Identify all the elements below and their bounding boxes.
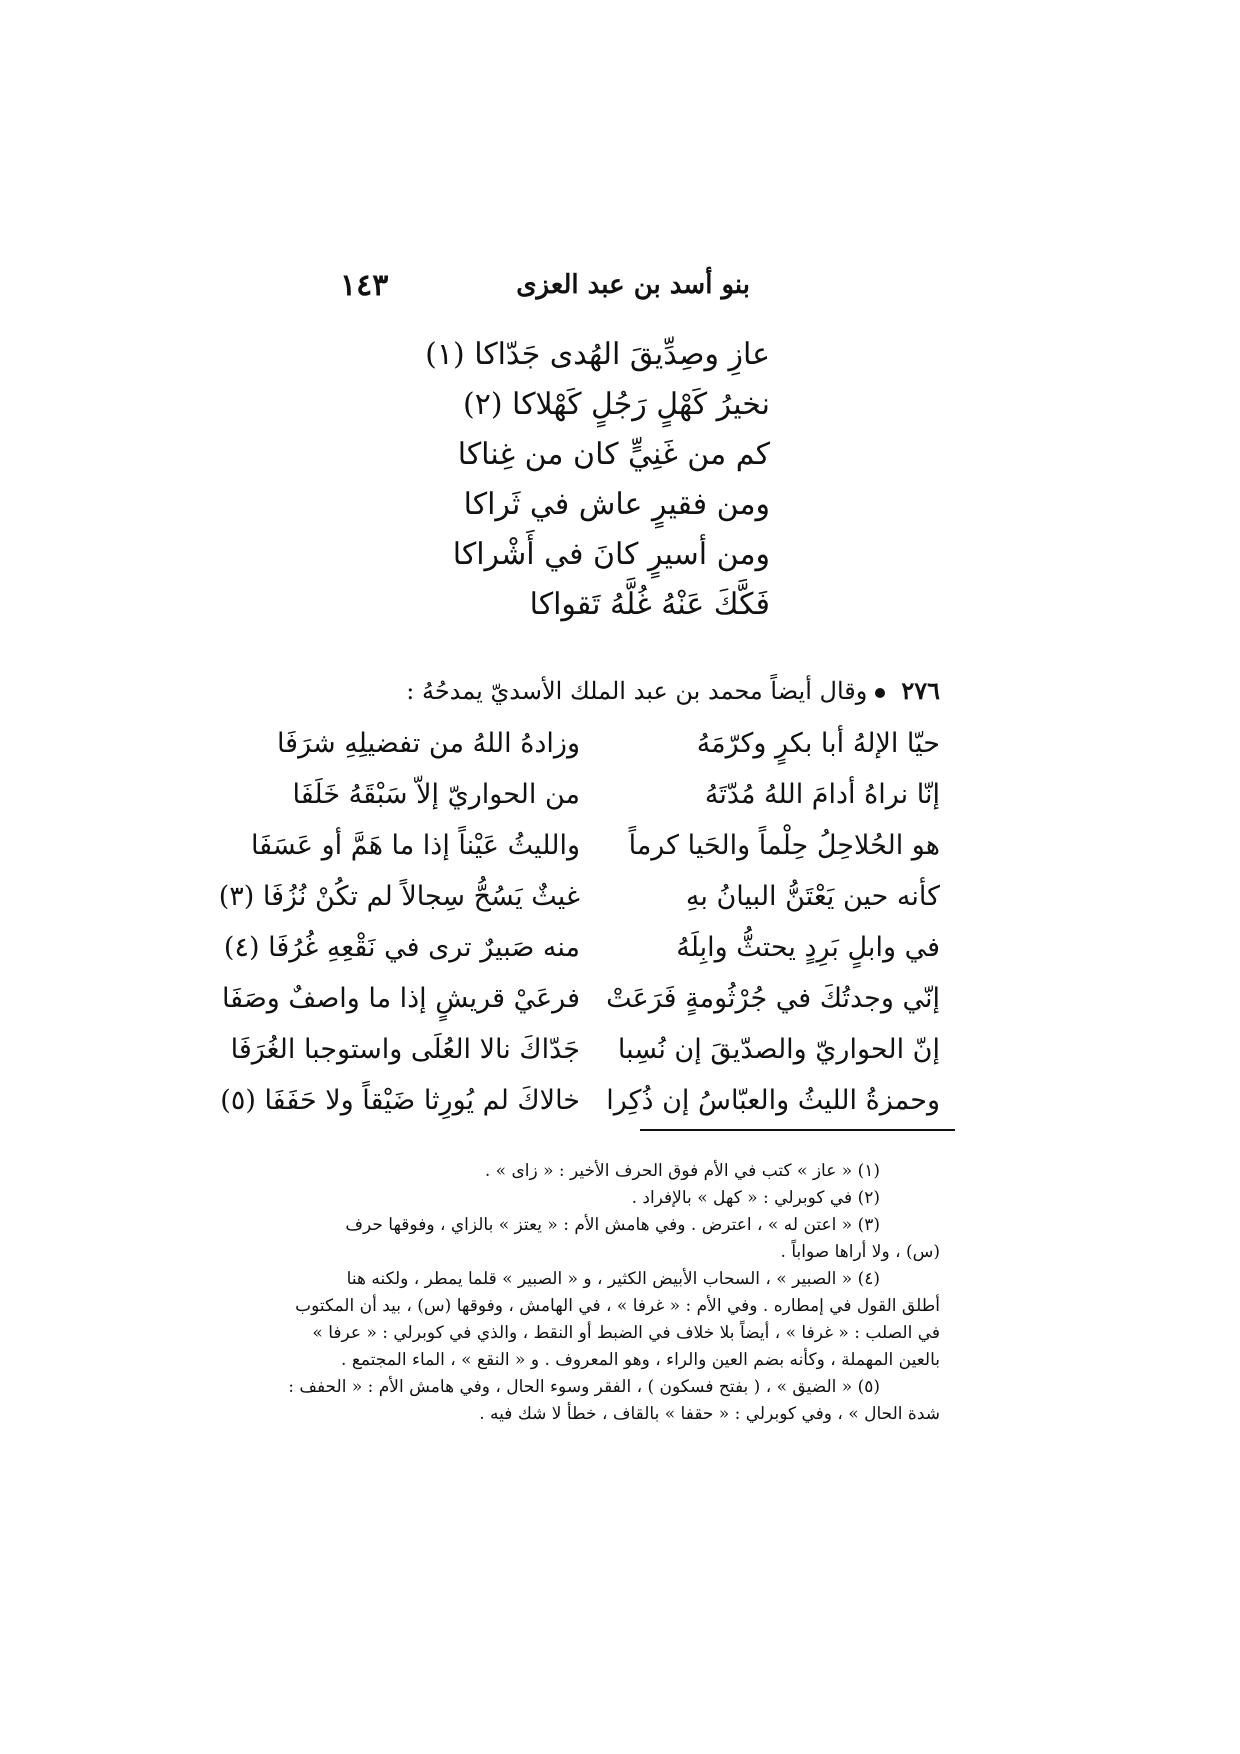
- second-hemistich: جَدّاكَ نالا العُلَى واستوجبا الغُرَفَا: [230, 1034, 580, 1065]
- couplet: [218, 871, 940, 922]
- couplet: [221, 973, 940, 1024]
- verse-line: فَكَّكَ عَنْهُ غُلَّهُ تَقواكا: [529, 587, 770, 622]
- couplet: [223, 922, 940, 973]
- footnote-line: (٥) « الضيق » ، ( بفتح فسكون ) ، الفقر وسوء الحال ، وفي هامش الأم : « الحفف :: [288, 1377, 880, 1397]
- footnote-line: شدة الحال » ، وفي كوبرلي : « حقفا » بالقاف ، خطأ لا شك فيه .: [479, 1404, 940, 1424]
- footnote-line: (س) ، ولا أراها صواباً .: [780, 1242, 940, 1262]
- verse-line: ومن أسيرٍ كانَ في أَشْراكا: [452, 537, 770, 572]
- first-hemistich: هو الحُلاحِلُ حِلْماً والحَيا كرماً: [628, 830, 940, 861]
- first-hemistich: كأنه حين يَعْتَنُّ البيانُ بهِ: [685, 881, 940, 912]
- section-heading-text: وقال أيضاً محمد بن عبد الملك الأسديّ يمدحُهُ :: [406, 677, 868, 705]
- couplet: [220, 1075, 940, 1126]
- second-hemistich: فرعَيْ قريشٍ إذا ما واصفٌ وصَفَا: [221, 983, 580, 1014]
- first-hemistich: في وابلٍ بَرِدٍ يحتثُّ وابِلَهُ: [676, 932, 940, 963]
- section-heading: [260, 676, 940, 705]
- poem-number: ٢٧٦: [901, 676, 940, 705]
- verse-line: نخيرُ كَهْلٍ رَجُلٍ كَهْلاكا (٢): [462, 387, 770, 422]
- second-hemistich: منه صَبيرٌ ترى في نَقْعِهِ غُرُفَا (٤): [223, 932, 580, 963]
- page-number: ١٤٣: [340, 268, 389, 303]
- long-poem: [218, 718, 940, 1126]
- second-hemistich: غيثٌ يَسُحُّ سِجالاً لم تكُنْ نُزُفَا (٣): [218, 881, 580, 912]
- bullet-icon: [875, 688, 885, 698]
- couplet: [230, 1024, 940, 1075]
- footnote-line: (٤) « الصبير » ، السحاب الأبيض الكثير ، و « الصبير » قلما يمطر ، ولكنه هنا: [346, 1269, 880, 1289]
- first-hemistich: إنّ الحواريّ والصدّيقَ إن نُسِبا: [617, 1034, 940, 1065]
- footnote-line: في الصلب : « غرفا » ، أيضاً بلا خلاف في الضبط أو النقط ، والذي في كوبرلي : « عرفا »: [312, 1323, 940, 1343]
- couplet: [260, 718, 940, 769]
- footnotes: [260, 1158, 940, 1428]
- second-hemistich: وزادهُ اللهُ من تفضيلِهِ شرَفَا: [276, 728, 580, 759]
- first-hemistich: حيّا الإلهُ أبا بكرٍ وكرّمَهُ: [696, 728, 940, 759]
- footnote-line: بالعين المهملة ، وكأنه بضم العين والراء ، وهو المعروف . و « النقع » ، الماء المجتمع .: [341, 1350, 940, 1370]
- short-poem: [425, 330, 770, 630]
- first-hemistich: وحمزةُ الليثُ والعبّاسُ إن ذُكِرا: [606, 1085, 940, 1116]
- first-hemistich: إنّا نراهُ أدامَ اللهُ مُدّتَهُ: [704, 779, 940, 810]
- footnote-line: (١) « عاز » كتب في الأم فوق الحرف الأخير : « زاى » .: [484, 1161, 880, 1181]
- verse-line: ومن فقيرٍ عاش في ثَراكا: [463, 487, 770, 522]
- couplet: [260, 769, 940, 820]
- footnote-line: أطلق القول في إمطاره . وفي الأم : « غرفا » ، في الهامش ، وفوقها (س) ، بيد أن المكتوب: [295, 1296, 940, 1316]
- second-hemistich: والليثُ عَيْناً إذا ما هَمَّ أو عَسَفَا: [250, 830, 580, 861]
- second-hemistich: من الحواريّ إلاّ سَبْقَهُ خَلَفَا: [292, 779, 580, 810]
- verse-line: عازِ وصِدِّيقَ الهُدى جَدّاكا (١): [425, 337, 770, 372]
- footnote-divider: [640, 1129, 955, 1131]
- second-hemistich: خالاكَ لم يُورِثا ضَيْقاً ولا حَفَفَا (٥): [220, 1085, 580, 1116]
- verse-line: كم من غَنِيٍّ كان من غِناكا: [457, 437, 770, 472]
- couplet: [250, 820, 940, 871]
- running-header-title: بنو أسد بن عبد العزى: [516, 270, 750, 300]
- first-hemistich: إنّي وجدتُكَ في جُرْثُومةٍ فَرَعَتْ: [606, 983, 940, 1014]
- footnote-line: (٣) « اعتن له » ، اعترض . وفي هامش الأم : « يعتز » بالزاي ، وفوقها حرف: [345, 1215, 880, 1235]
- footnote-line: (٢) في كوبرلي : « كهل » بالإفراد .: [631, 1188, 880, 1208]
